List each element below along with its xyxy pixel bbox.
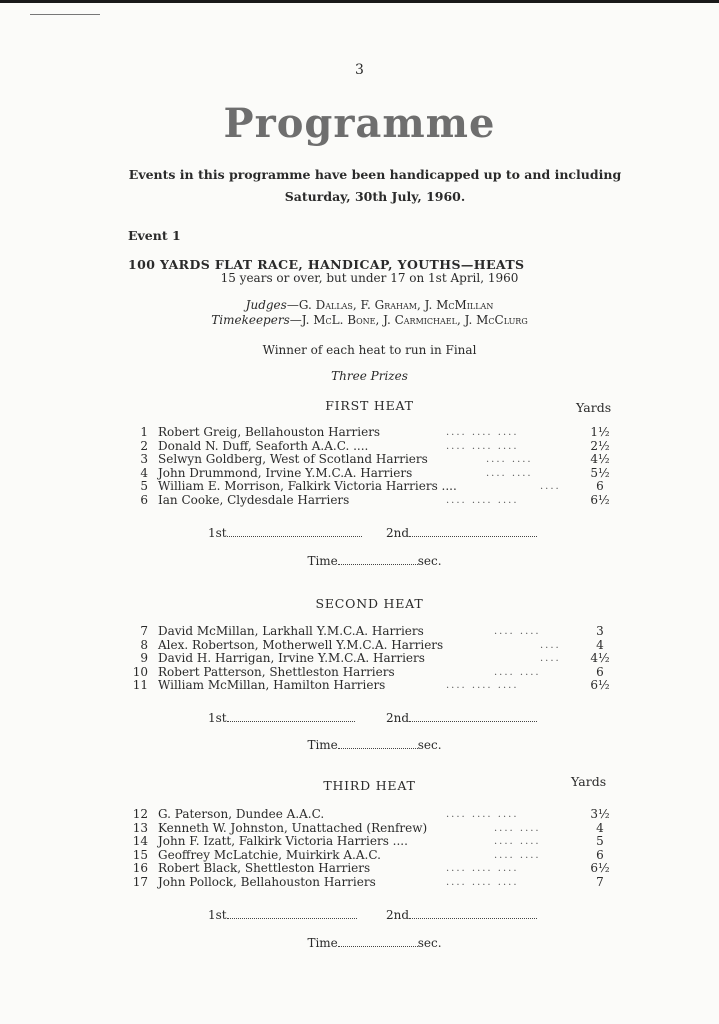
list-item: 14 John F. Izatt, Falkirk Victoria Harriers .... .... .... 5: [132, 834, 604, 848]
timekeepers-names: J. McL. Bone, J. Carmichael, J. McClurg: [301, 313, 528, 327]
yards-header: Yards: [576, 400, 612, 415]
judges-line: [0, 298, 719, 312]
second-label: 2nd: [386, 526, 410, 540]
timekeepers-line: [0, 313, 719, 327]
time-line: [0, 554, 719, 568]
heat-title: FIRST HEAT: [325, 398, 414, 413]
intro-text: Events in this programme have been handicapped up to and including Saturday, 30th July, 1960.: [128, 167, 622, 204]
heat-title: THIRD HEAT: [323, 778, 416, 793]
list-item: 12 G. Paterson, Dundee A.A.C. .... .... .... 3½: [132, 807, 610, 821]
list-item: 3 Selwyn Goldberg, West of Scotland Harriers .... .... 4½: [140, 452, 610, 466]
top-border-mark: [30, 14, 100, 15]
list-item: 4 John Drummond, Irvine Y.M.C.A. Harriers .... .... 5½: [140, 465, 610, 480]
time-label: Time: [307, 936, 338, 950]
prizes-note: Three Prizes: [331, 369, 408, 383]
time-label: Time: [307, 738, 338, 752]
list-item: 1 Robert Greig, Bellahouston Harriers .... .... .... 1½: [140, 425, 610, 439]
list-item: 8 Alex. Robertson, Motherwell Y.M.C.A. Harriers .... 4: [140, 637, 604, 652]
heat-entries: [130, 625, 610, 693]
heat-entries: [130, 808, 610, 889]
first-label: 1st: [208, 526, 227, 540]
list-item: 9 David H. Harrigan, Irvine Y.M.C.A. Harriers .... 4½: [140, 651, 610, 665]
page-number: 3: [355, 62, 364, 78]
second-label: 2nd: [386, 711, 410, 725]
yards-header: Yards: [571, 774, 607, 789]
first-label: 1st: [208, 908, 227, 922]
list-item: 2 Donald N. Duff, Seaforth A.A.C. .... .... .... .... 2½: [140, 438, 610, 453]
first-label: 1st: [208, 711, 227, 725]
list-item: 6 Ian Cooke, Clydesdale Harriers .... .... .... 6½: [140, 492, 610, 507]
winner-note: Winner of each heat to run in Final: [262, 343, 477, 357]
sec-label: sec.: [417, 936, 442, 950]
top-border: [0, 0, 719, 3]
second-label: 2nd: [386, 908, 410, 922]
list-item: 7 David McMillan, Larkhall Y.M.C.A. Harriers .... .... 3: [140, 624, 604, 638]
event-subtitle: 15 years or over, but under 17 on 1st April, 1960: [220, 271, 519, 285]
list-item: 13 Kenneth W. Johnston, Unattached (Renfrew) .... .... 4: [132, 820, 604, 835]
heat-title: SECOND HEAT: [315, 596, 424, 611]
judges-names: G. Dallas, F. Graham, J. McMillan: [298, 298, 494, 312]
event-label: Event 1: [128, 228, 181, 243]
sec-label: sec.: [417, 738, 442, 752]
list-item: 15 Geoffrey McLatchie, Muirkirk A.A.C. .... .... 6: [132, 847, 604, 862]
timekeepers-label: Timekeepers—: [211, 313, 302, 327]
heat-entries: [130, 426, 610, 507]
list-item: 11 William McMillan, Hamilton Harriers .... .... .... 6½: [132, 678, 610, 692]
time-label: Time: [307, 554, 338, 568]
list-item: 17 John Pollock, Bellahouston Harriers .... .... .... 7: [132, 874, 604, 889]
time-line: [0, 936, 719, 950]
list-item: 5 William E. Morrison, Falkirk Victoria Harriers .... .... 6: [140, 479, 604, 493]
event-title: 100 YARDS FLAT RACE, HANDICAP, YOUTHS—HEATS: [128, 257, 525, 272]
list-item: 10 Robert Patterson, Shettleston Harriers .... .... 6: [132, 664, 604, 679]
judges-label: Judges—: [245, 298, 299, 312]
time-line: [0, 738, 719, 752]
page-title: Programme: [223, 100, 496, 147]
sec-label: sec.: [417, 554, 442, 568]
list-item: 16 Robert Black, Shettleston Harriers .... .... .... 6½: [132, 861, 610, 875]
